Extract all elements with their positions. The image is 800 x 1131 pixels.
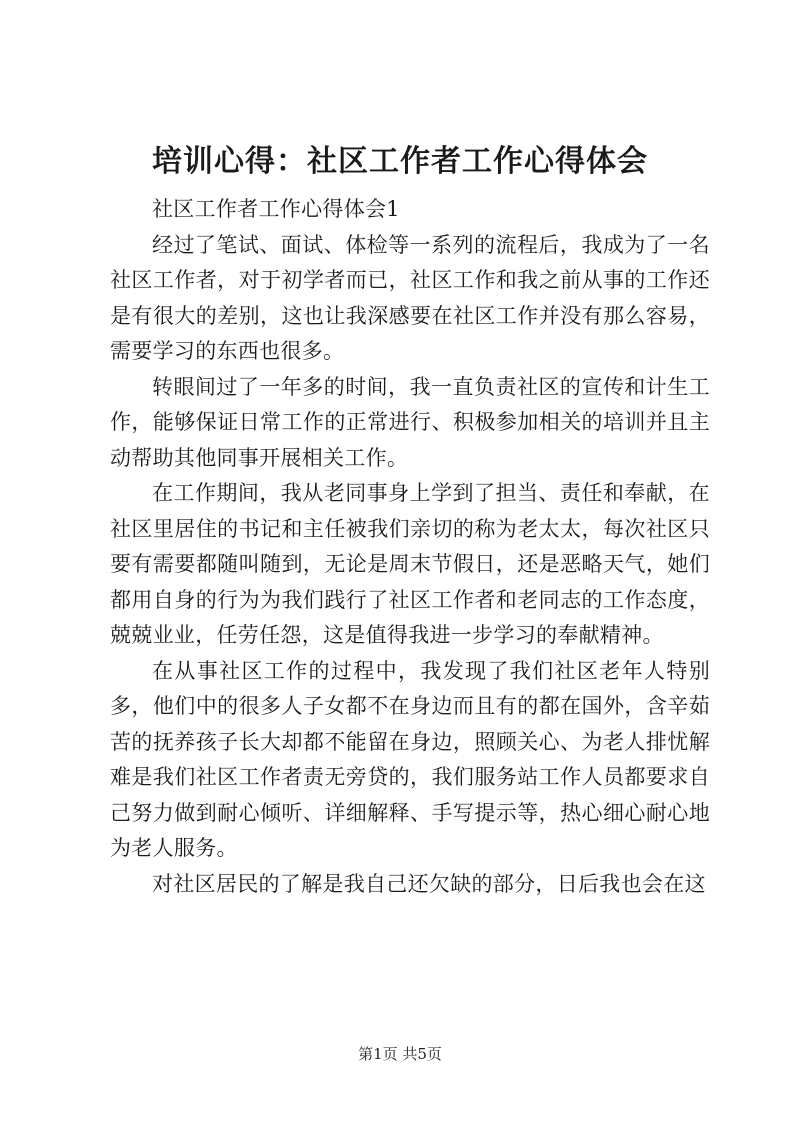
paragraph-2: 转眼间过了一年多的时间，我一直负责社区的宣传和计生工作，能够保证日常工作的正常进行、积极参加相关的培训并且主动帮助其他同事开展相关工作。 (110, 374, 710, 470)
page-footer: 第1页 共5页 (358, 1045, 442, 1063)
paragraph-4: 在从事社区工作的过程中，我发现了我们社区老年人特别多，他们中的很多人子女都不在身边而且有的都在国外，含辛茹苦的抚养孩子长大却都不能留在身边，照顾关心、为老人排忧解难是我们社区工作者责无旁贷的，我们服务站工作人员都要求自己努力做到耐心倾听、详细解释、手写提示等，热心细心耐心地为老人服务。 (110, 658, 710, 860)
document-body (110, 192, 710, 902)
document-subtitle: 社区工作者工作心得体会1 (152, 197, 400, 221)
document-title: 培训心得：社区工作者工作心得体会 (152, 144, 648, 179)
paragraph-1: 经过了笔试、面试、体检等一系列的流程后，我成为了一名社区工作者，对于初学者而已，社区工作和我之前从事的工作还是有很大的差别，这也让我深感要在社区工作并没有那么容易，需要学习的东西也很多。 (110, 232, 710, 363)
paragraph-5: 对社区居民的了解是我自己还欠缺的部分，日后我也会在这 (152, 871, 706, 896)
paragraph-3: 在工作期间，我从老同事身上学到了担当、责任和奉献，在社区里居住的书记和主任被我们亲切的称为老太太，每次社区只要有需要都随叫随到，无论是周末节假日，还是恶略天气，她们都用自身的行为为我们践行了社区工作者和老同志的工作态度，兢兢业业，任劳任怨，这是值得我进一步学习的奉献精神。 (110, 481, 710, 647)
